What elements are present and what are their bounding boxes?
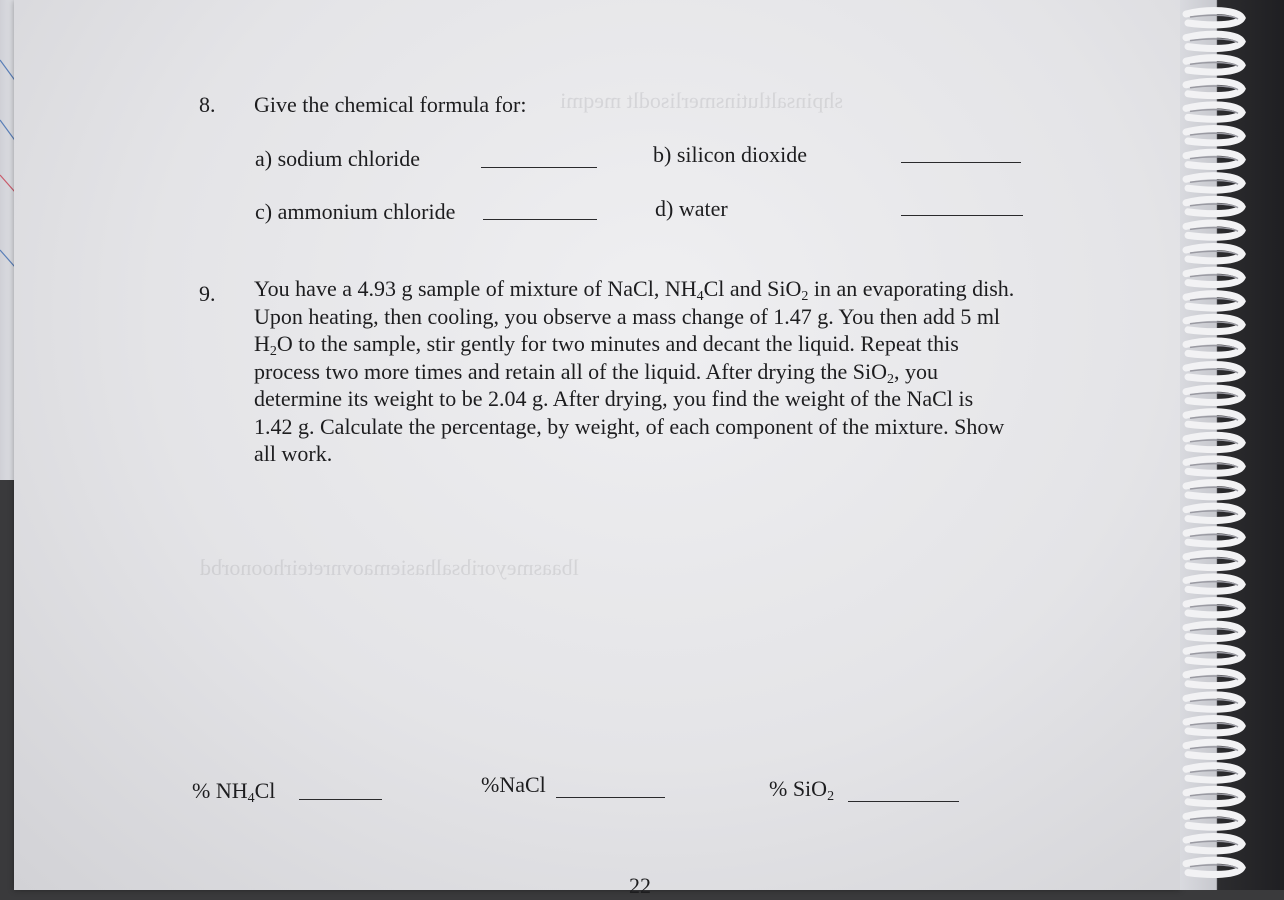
- spiral-coil-shadow: [1190, 322, 1238, 326]
- spiral-binding: [1180, 0, 1284, 890]
- spiral-coil-shadow: [1190, 818, 1238, 822]
- question-9-line-2: Upon heating, then cooling, you observe a mass change of 1.47 g. You then add 5 ml: [254, 303, 1001, 329]
- spiral-coil-shadow: [1190, 346, 1238, 350]
- spiral-coil-shadow: [1190, 676, 1238, 680]
- spiral-coil-shadow: [1190, 228, 1238, 232]
- spiral-coil-shadow: [1190, 794, 1238, 798]
- question-8-prompt: Give the chemical formula for:: [254, 92, 527, 117]
- answer-sio2-blank[interactable]: [848, 801, 959, 802]
- answer-nacl-label: %NaCl: [481, 772, 546, 797]
- item-a-label: a) sodium chloride: [255, 146, 420, 171]
- spiral-coil-shadow: [1190, 369, 1238, 373]
- spiral-coil-shadow: [1190, 416, 1238, 420]
- question-9-line-1: You have a 4.93 g sample of mixture of NaCl, $NH_4Cl$ and SiO$_2$ in an evaporating dish.: [254, 276, 1015, 304]
- question-9-line-3: $H_2O$ to the sample, stir gently for two minutes and decant the liquid. Repeat this: [254, 331, 959, 359]
- item-d-label: d) water: [655, 196, 728, 221]
- spiral-coil-shadow: [1190, 841, 1238, 845]
- spiral-coil-shadow: [1190, 298, 1238, 302]
- spiral-coil-shadow: [1190, 534, 1238, 538]
- answer-nacl-blank[interactable]: [556, 797, 665, 798]
- spiral-coil-shadow: [1190, 62, 1238, 66]
- spiral-coil-shadow: [1190, 723, 1238, 727]
- spiral-coil-shadow: [1190, 865, 1238, 869]
- spiral-coil-shadow: [1190, 133, 1238, 137]
- question-9-line-7: all work.: [254, 441, 333, 466]
- item-c-answer-blank[interactable]: [483, 219, 597, 220]
- item-b-answer-blank[interactable]: [901, 162, 1021, 163]
- spiral-coil-shadow: [1190, 770, 1238, 774]
- answer-nh4cl-label: % $NH_4Cl$: [192, 778, 276, 806]
- question-9-number: 9.: [199, 281, 216, 306]
- spiral-coil-shadow: [1190, 86, 1238, 90]
- spiral-coil-shadow: [1190, 558, 1238, 562]
- item-b-label: b) silicon dioxide: [653, 142, 807, 167]
- answer-sio2-label: % SiO$_2$: [769, 776, 835, 804]
- spiral-coil-shadow: [1190, 110, 1238, 114]
- question-9-line-5: determine its weight to be 2.04 g. After drying, you find the weight of the NaCl is: [254, 386, 974, 411]
- spiral-coil-shadow: [1190, 487, 1238, 491]
- spiral-coil-shadow: [1190, 511, 1238, 515]
- question-9-line-4: process two more times and retain all of the liquid. After drying the SiO$_2$, you: [254, 358, 938, 387]
- answer-nh4cl-blank[interactable]: [299, 799, 382, 800]
- spiral-coil-shadow: [1190, 251, 1238, 255]
- spiral-coil-shadow: [1190, 605, 1238, 609]
- item-a-answer-blank[interactable]: [481, 167, 597, 168]
- spiral-coil-shadow: [1190, 582, 1238, 586]
- item-d-answer-blank[interactable]: [901, 215, 1023, 216]
- spiral-coil-shadow: [1190, 747, 1238, 751]
- question-8-number: 8.: [199, 92, 216, 117]
- page-number: 22: [629, 873, 651, 898]
- spiral-coil-shadow: [1190, 180, 1238, 184]
- spiral-coil-shadow: [1190, 157, 1238, 161]
- spiral-coil-shadow: [1190, 440, 1238, 444]
- question-9-line-6: 1.42 g. Calculate the percentage, by weight, of each component of the mixture. Show: [254, 413, 1005, 439]
- item-c-label: c) ammonium chloride: [255, 199, 456, 224]
- spiral-coil-shadow: [1190, 393, 1238, 397]
- show-through-text: shpinsaltlutinsmerlisodlt meqmi: [560, 88, 843, 113]
- show-through-text: lbaasmeyoribsalhasiemaovnreteirhoonorbd: [200, 555, 579, 580]
- question-9-text: [254, 275, 1084, 468]
- spiral-coil-shadow: [1190, 464, 1238, 468]
- spiral-coil-shadow: [1190, 652, 1238, 656]
- spiral-coil-shadow: [1190, 700, 1238, 704]
- spiral-coil-shadow: [1190, 275, 1238, 279]
- spiral-coil-shadow: [1190, 204, 1238, 208]
- spiral-coil-shadow: [1190, 39, 1238, 43]
- spiral-coil-shadow: [1190, 629, 1238, 633]
- spiral-coil-shadow: [1190, 15, 1238, 19]
